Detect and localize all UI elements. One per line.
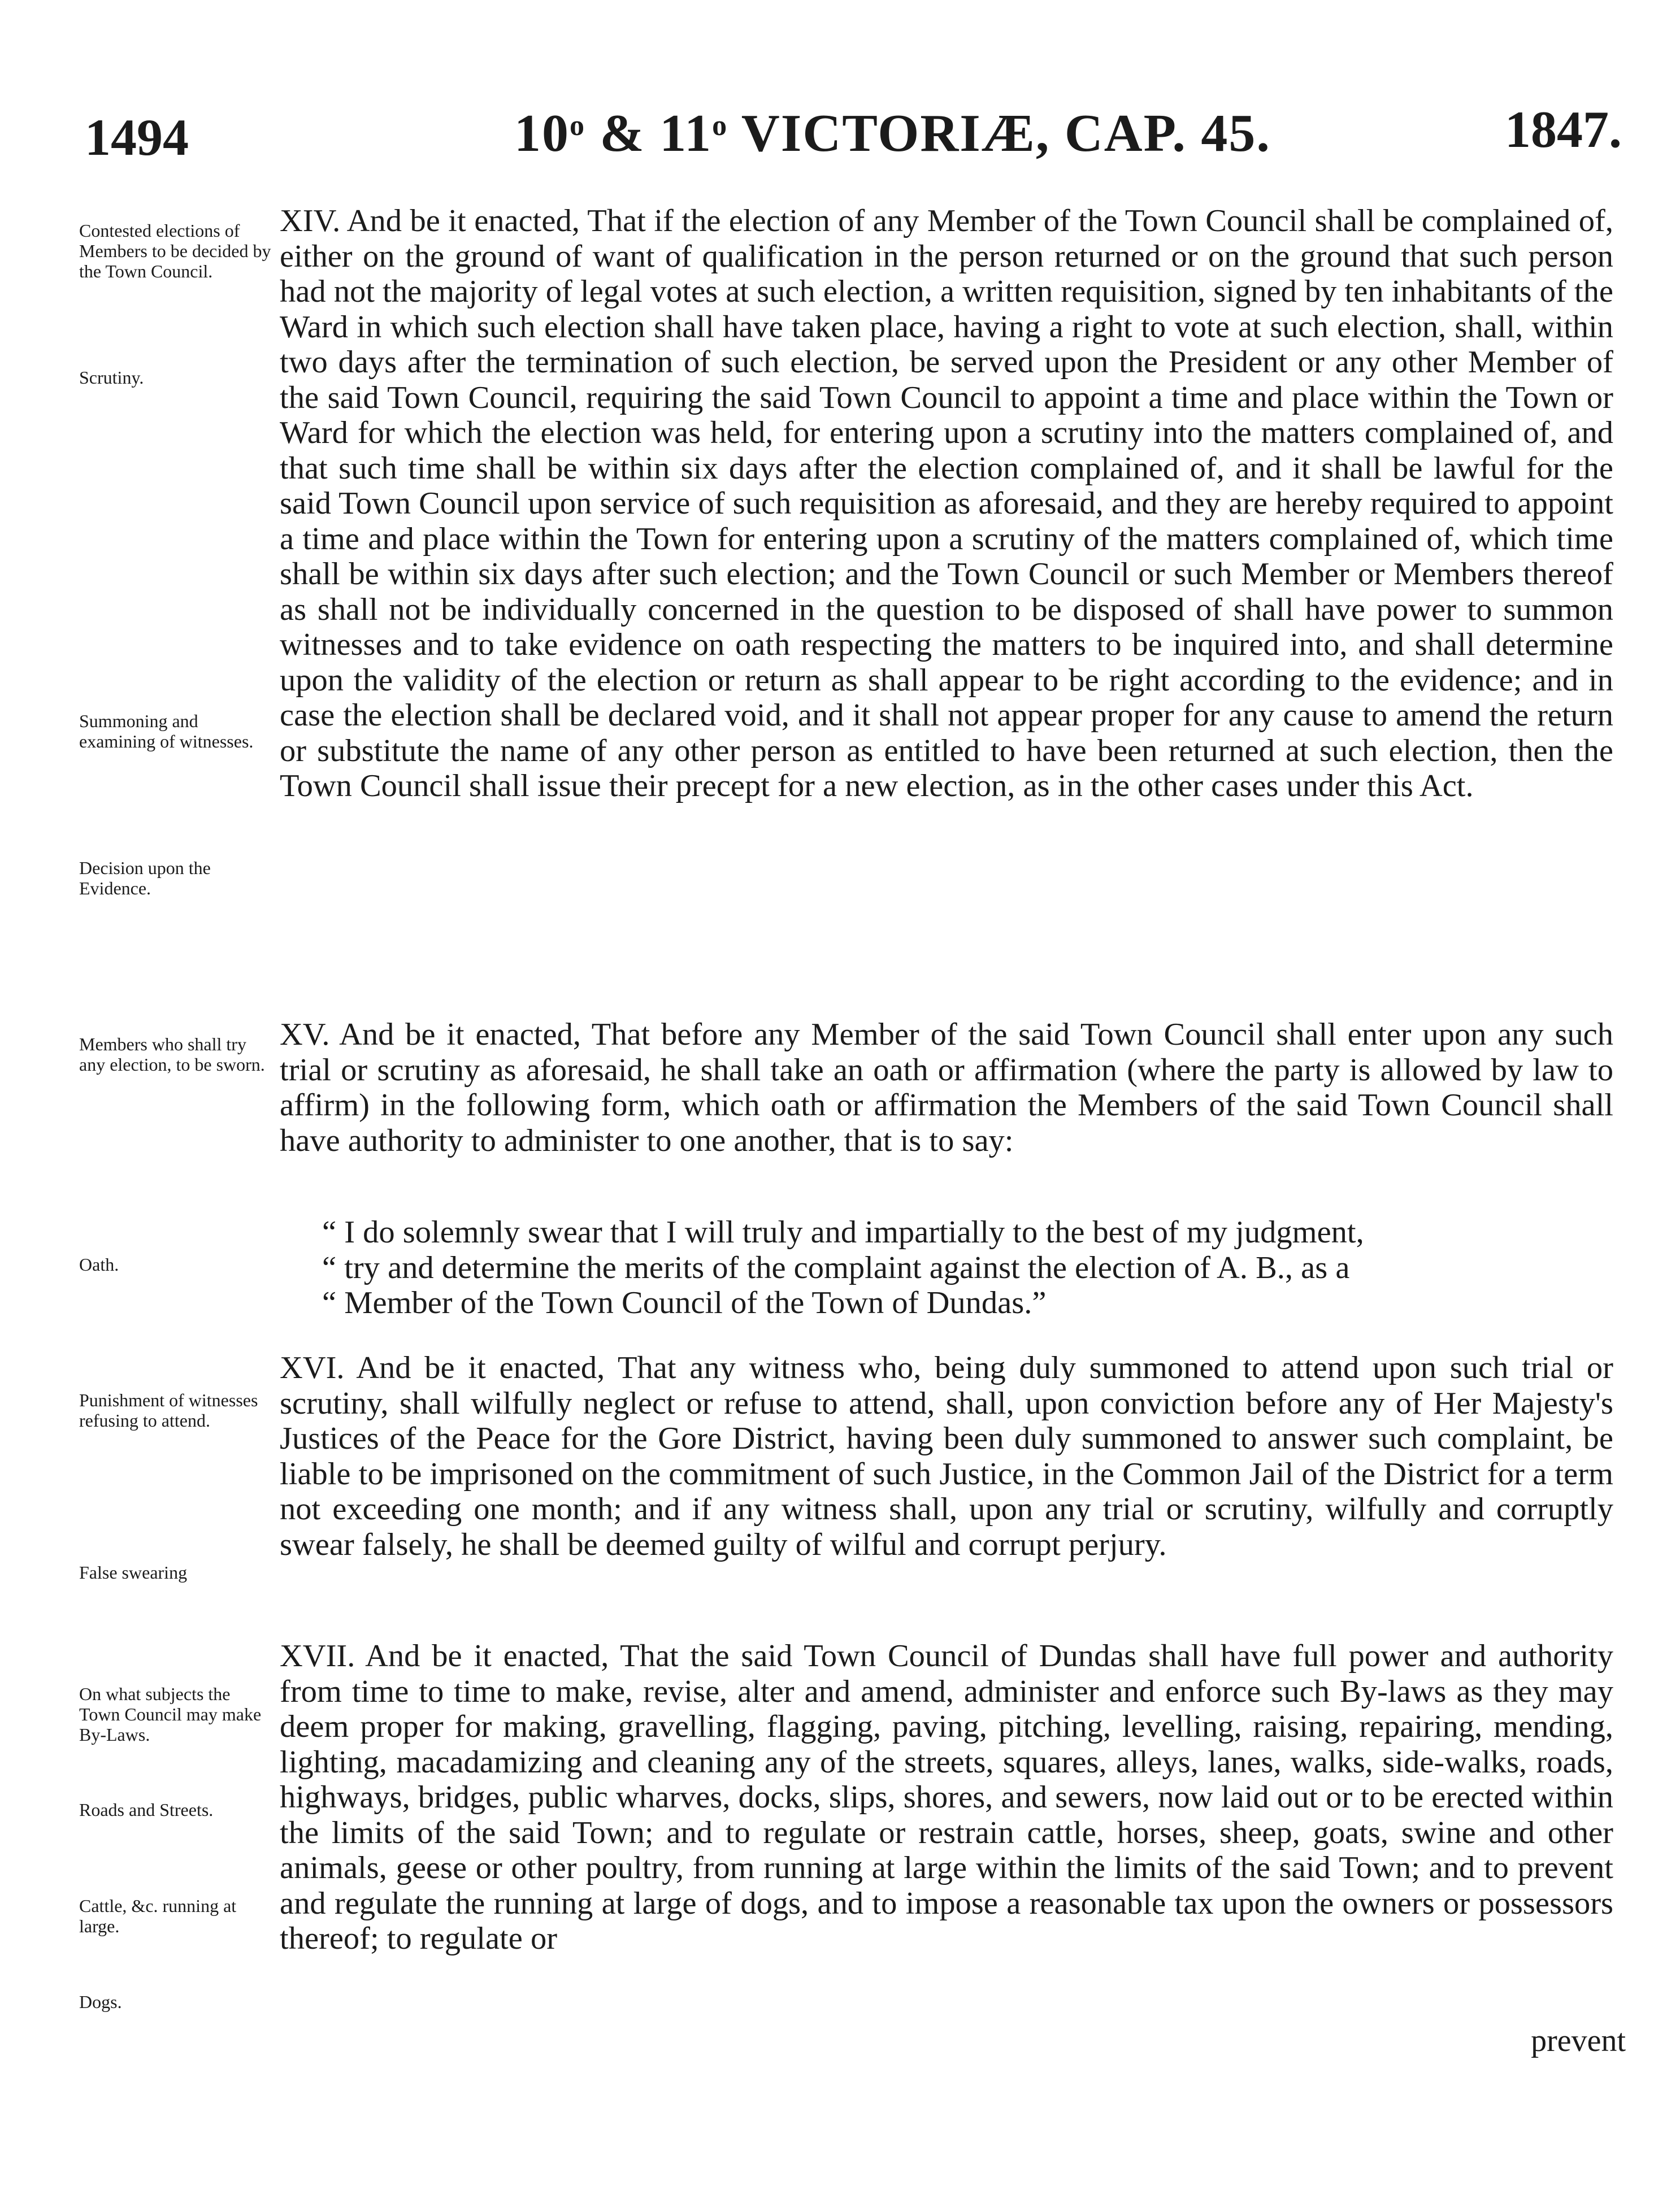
oath-line: “ I do solemnly swear that I will truly and impartially to the best of my judgment,	[322, 1215, 1364, 1250]
section-paragraph: XIV. And be it enacted, That if the election of any Member of the Town Council shall be complained of, either on the ground of want of qualification in the person returned or on the ground that such person had not the majority of legal votes at such election, a written requisition, signed by ten inhabitants of the Ward in which such election shall have taken place, having a right to vote at such election, shall, within two days after the termination of such election, be served upon the President or any other Member of the said Town Council, requiring the said Town Council to appoint a time and place within the Town or Ward for which the election was held, for entering upon a scrutiny into the matters complained of, and that such time shall be within six days after the election complained of, and it shall be lawful for the said Town Council upon service of such requisition as aforesaid, and they are hereby required to appoint a time and place within the Town for entering upon a scrutiny of the matters complained of, which time shall be within six days after such election; and the Town Council or such Member or Members thereof as shall not be individually concerned in the question to be disposed of shall have power to summon witnesses and to take evidence on oath respecting the matters to be inquired into, and shall determine upon the validity of the election or return as shall appear to be right according to the evidence; and in case the election shall be declared void, and it shall not appear proper for any cause to amend the return or substitute the name of any other person as entitled to have been returned at such election, then the Town Council shall issue their precept for a new election, as in the other cases under this Act.	[280, 203, 1613, 803]
section-text	[280, 1350, 1613, 1562]
section-text	[280, 1639, 1613, 1957]
oath-text	[322, 1215, 1613, 1321]
margin-note: Contested elections of Members to be decided by the Town Council.	[79, 220, 271, 281]
page-year: 1847.	[1505, 101, 1622, 158]
margin-note: Cattle, &c. running at large.	[79, 1896, 237, 1936]
section-text	[280, 203, 1613, 804]
margin-note: On what subjects the Town Council may make By-Laws.	[79, 1684, 262, 1745]
running-header	[85, 101, 1622, 181]
margin-note: Summoning and examining of witnesses.	[79, 711, 254, 751]
title-part-1: 10	[514, 104, 570, 163]
title-amp: & 11	[585, 104, 713, 163]
section-paragraph: XVII. And be it enacted, That the said Town Council of Dundas shall have full power and authority from time to time to make, revise, alter and amend, administer and enforce such By-laws as they may deem proper for making, gravelling, flagging, paving, pitching, levelling, raising, repairing, mending, lighting, macadamizing and cleaning any of the streets, squares, alleys, lanes, walks, side-walks, roads, highways, bridges, public wharves, docks, slips, shores, and sewers, now laid out or to be erected within the limits of the said Town; and to regulate or restrain cattle, horses, sheep, goats, swine and other animals, geese or other poultry, from running at large within the limits of the said Town; and to prevent and regulate the running at large of dogs, and to impose a reasonable tax upon the owners or possessors thereof; to regulate or	[280, 1639, 1613, 1956]
title-sup-1: o	[570, 110, 585, 142]
catchword: prevent	[1531, 2023, 1626, 2058]
margin-note: Oath.	[79, 1254, 119, 1275]
page-number: 1494	[85, 108, 189, 166]
margin-note: Scrutiny.	[79, 367, 144, 388]
margin-note: Roads and Streets.	[79, 1800, 214, 1820]
running-title	[514, 103, 1271, 164]
section-paragraph: XV. And be it enacted, That before any Member of the said Town Council shall enter upon any such trial or scrutiny as aforesaid, he shall take an oath or affirmation (where the party is allowed by law to affirm) in the following form, which oath or affirmation the Members of the said Town Council shall have authority to administer to one another, that is to say:	[280, 1017, 1613, 1158]
title-sup-2: o	[712, 110, 728, 142]
margin-note: Dogs.	[79, 1992, 122, 2012]
margin-note: False swearing	[79, 1562, 188, 1583]
section-text	[280, 1017, 1613, 1158]
margin-note: Decision upon the Evidence.	[79, 858, 211, 898]
margin-note: Members who shall try any election, to be sworn.	[79, 1034, 265, 1075]
section-paragraph: XVI. And be it enacted, That any witness who, being duly summoned to attend upon such trial or scrutiny, shall wilfully neglect or refuse to attend, shall, upon conviction before any of Her Majesty's Justices of the Peace for the Gore District, having been duly summoned to answer such complaint, be liable to be imprisoned on the commitment of such Justice, in the Common Jail of the District for a term not exceeding one month; and if any witness shall, upon any trial or scrutiny, wilfully and corruptly swear falsely, he shall be deemed guilty of wilful and corrupt perjury.	[280, 1350, 1613, 1562]
oath-line: “ try and determine the merits of the complaint against the election of A. B., as a	[322, 1250, 1350, 1285]
title-part-2: VICTORIÆ, CAP. 45.	[728, 104, 1271, 163]
oath-line: “ Member of the Town Council of the Town of Dundas.”	[322, 1285, 1047, 1320]
margin-note: Punishment of witnesses refusing to attend.	[79, 1390, 258, 1431]
